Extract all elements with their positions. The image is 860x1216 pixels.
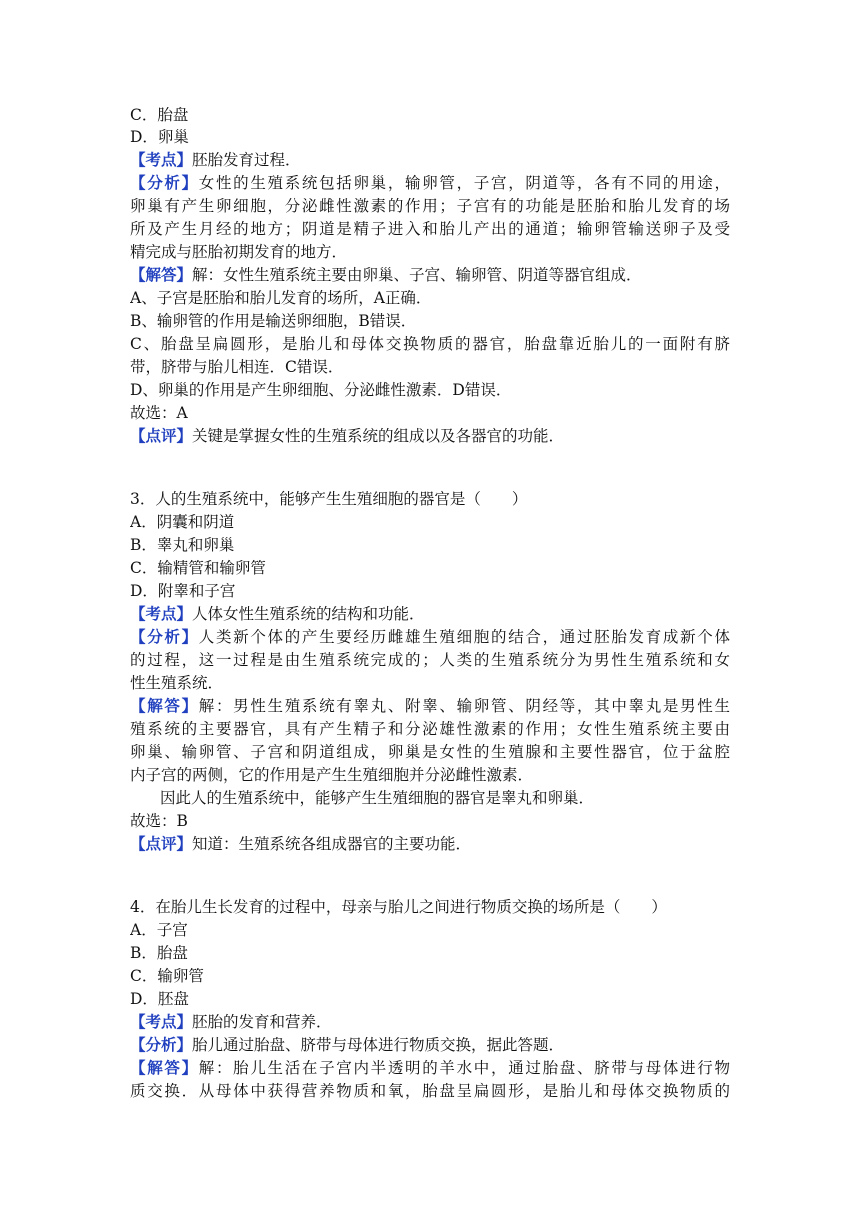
jieda-text: 解：女性生殖系统主要由卵巢、子宫、输卵管、阴道等器官组成． xyxy=(192,266,642,284)
jieda-text: 质交换．从母体中获得营养物质和氧，胎盘呈扁圆形，是胎儿和母体交换物质的 xyxy=(130,1082,730,1100)
option-d: D．胚盘 xyxy=(130,990,189,1008)
answer-line: 故选：A xyxy=(130,404,188,422)
fenxi-text: 女性的生殖系统包括卵巢，输卵管，子宫，阴道等，各有不同的用途， xyxy=(198,174,730,192)
question-4-stem: 4．在胎儿生长发育的过程中，母亲与胎儿之间进行物质交换的场所是（ ） xyxy=(130,898,667,916)
jieda-line xyxy=(130,1057,730,1079)
jieda-text: A、子宫是胚胎和胎儿发育的场所，A正确． xyxy=(130,289,432,307)
jieda-text: D、卵巢的作用是产生卵细胞、分泌雌性激素．D错误． xyxy=(130,381,512,399)
jieda-text: 带，脐带与胎儿相连．C错误． xyxy=(130,358,344,376)
fenxi-tag: 【分析】 xyxy=(130,627,199,646)
option-b: B．胎盘 xyxy=(130,944,188,962)
jieda-text: C、胎盘呈扁圆形，是胎儿和母体交换物质的器官，胎盘靠近胎儿的一面附有脐 xyxy=(130,335,730,353)
fenxi-text: 胎儿通过胎盘、脐带与母体进行物质交换，据此答题． xyxy=(192,1036,565,1054)
kaodian-text: 人体女性生殖系统的结构和功能． xyxy=(192,605,425,623)
jieda-line xyxy=(130,695,730,717)
kaodian-tag: 【考点】 xyxy=(130,1012,193,1031)
fenxi-text: 的过程，这一过程是由生殖系统完成的；人类的生殖系统分为男性生殖系统和女 xyxy=(130,651,730,669)
fenxi-line xyxy=(130,626,730,648)
fenxi-text: 性生殖系统． xyxy=(130,674,224,692)
fenxi-tag: 【分析】 xyxy=(130,173,199,192)
fenxi-text: 精完成与胚胎初期发育的地方． xyxy=(130,243,348,261)
fenxi-line xyxy=(130,172,730,194)
dianping-tag: 【点评】 xyxy=(130,426,193,445)
kaodian-tag: 【考点】 xyxy=(130,604,193,623)
kaodian-line xyxy=(130,1011,730,1033)
fenxi-text: 所及产生月经的地方；阴道是精子进入和胎儿产出的通道；输卵管输送卵子及受 xyxy=(130,220,730,238)
fenxi-tag: 【分析】 xyxy=(130,1035,193,1054)
fenxi-text: 人类新个体的产生要经历雌雄生殖细胞的结合，通过胚胎发育成新个体 xyxy=(198,628,730,646)
option-a: A．子宫 xyxy=(130,921,188,939)
dianping-line xyxy=(130,425,730,447)
option-d: D．卵巢 xyxy=(130,128,189,146)
jieda-tag: 【解答】 xyxy=(130,265,193,284)
kaodian-line xyxy=(130,149,730,171)
fenxi-line xyxy=(130,1034,730,1056)
jieda-text: 内子宫的两侧，它的作用是产生生殖细胞并分泌雌性激素． xyxy=(130,766,534,784)
option-b: B．睾丸和卵巢 xyxy=(130,536,235,554)
kaodian-line xyxy=(130,603,730,625)
jieda-text: B、输卵管的作用是输送卵细胞，B错误． xyxy=(130,312,417,330)
dianping-text: 关键是掌握女性的生殖系统的组成以及各器官的功能． xyxy=(192,427,565,445)
fenxi-text: 卵巢有产生卵细胞，分泌雌性激素的作用；子宫有的功能是胚胎和胎儿发育的场 xyxy=(130,197,730,215)
option-a: A．阴囊和阴道 xyxy=(130,513,235,531)
dianping-tag: 【点评】 xyxy=(130,834,193,853)
dianping-line xyxy=(130,833,730,855)
option-c: C．输精管和输卵管 xyxy=(130,559,266,577)
dianping-text: 知道：生殖系统各组成器官的主要功能． xyxy=(192,835,472,853)
question-3-stem: 3．人的生殖系统中，能够产生生殖细胞的器官是（ ） xyxy=(130,490,528,508)
jieda-line xyxy=(130,264,730,286)
option-c: C．输卵管 xyxy=(130,967,204,985)
kaodian-tag: 【考点】 xyxy=(130,150,193,169)
option-d: D．附睾和子宫 xyxy=(130,582,236,600)
jieda-text: 解：男性生殖系统有睾丸、附睾、输卵管、阴经等，其中睾丸是男性生 xyxy=(198,697,730,715)
kaodian-text: 胚胎的发育和营养． xyxy=(192,1013,332,1031)
jieda-tag: 【解答】 xyxy=(130,1058,199,1077)
option-c: C．胎盘 xyxy=(130,106,189,124)
jieda-tag: 【解答】 xyxy=(130,696,199,715)
jieda-text: 因此人的生殖系统中，能够产生生殖细胞的器官是睾丸和卵巢． xyxy=(160,789,595,807)
jieda-text: 殖系统的主要器官，具有产生精子和分泌雄性激素的作用；女性生殖系统主要由 xyxy=(130,720,730,738)
answer-line: 故选：B xyxy=(130,812,188,830)
kaodian-text: 胚胎发育过程． xyxy=(192,151,301,169)
jieda-text: 卵巢、输卵管、子宫和阴道组成，卵巢是女性的生殖腺和主要性器官，位于盆腔 xyxy=(130,743,730,761)
jieda-text: 解：胎儿生活在子宫内半透明的羊水中，通过胎盘、脐带与母体进行物 xyxy=(198,1059,730,1077)
